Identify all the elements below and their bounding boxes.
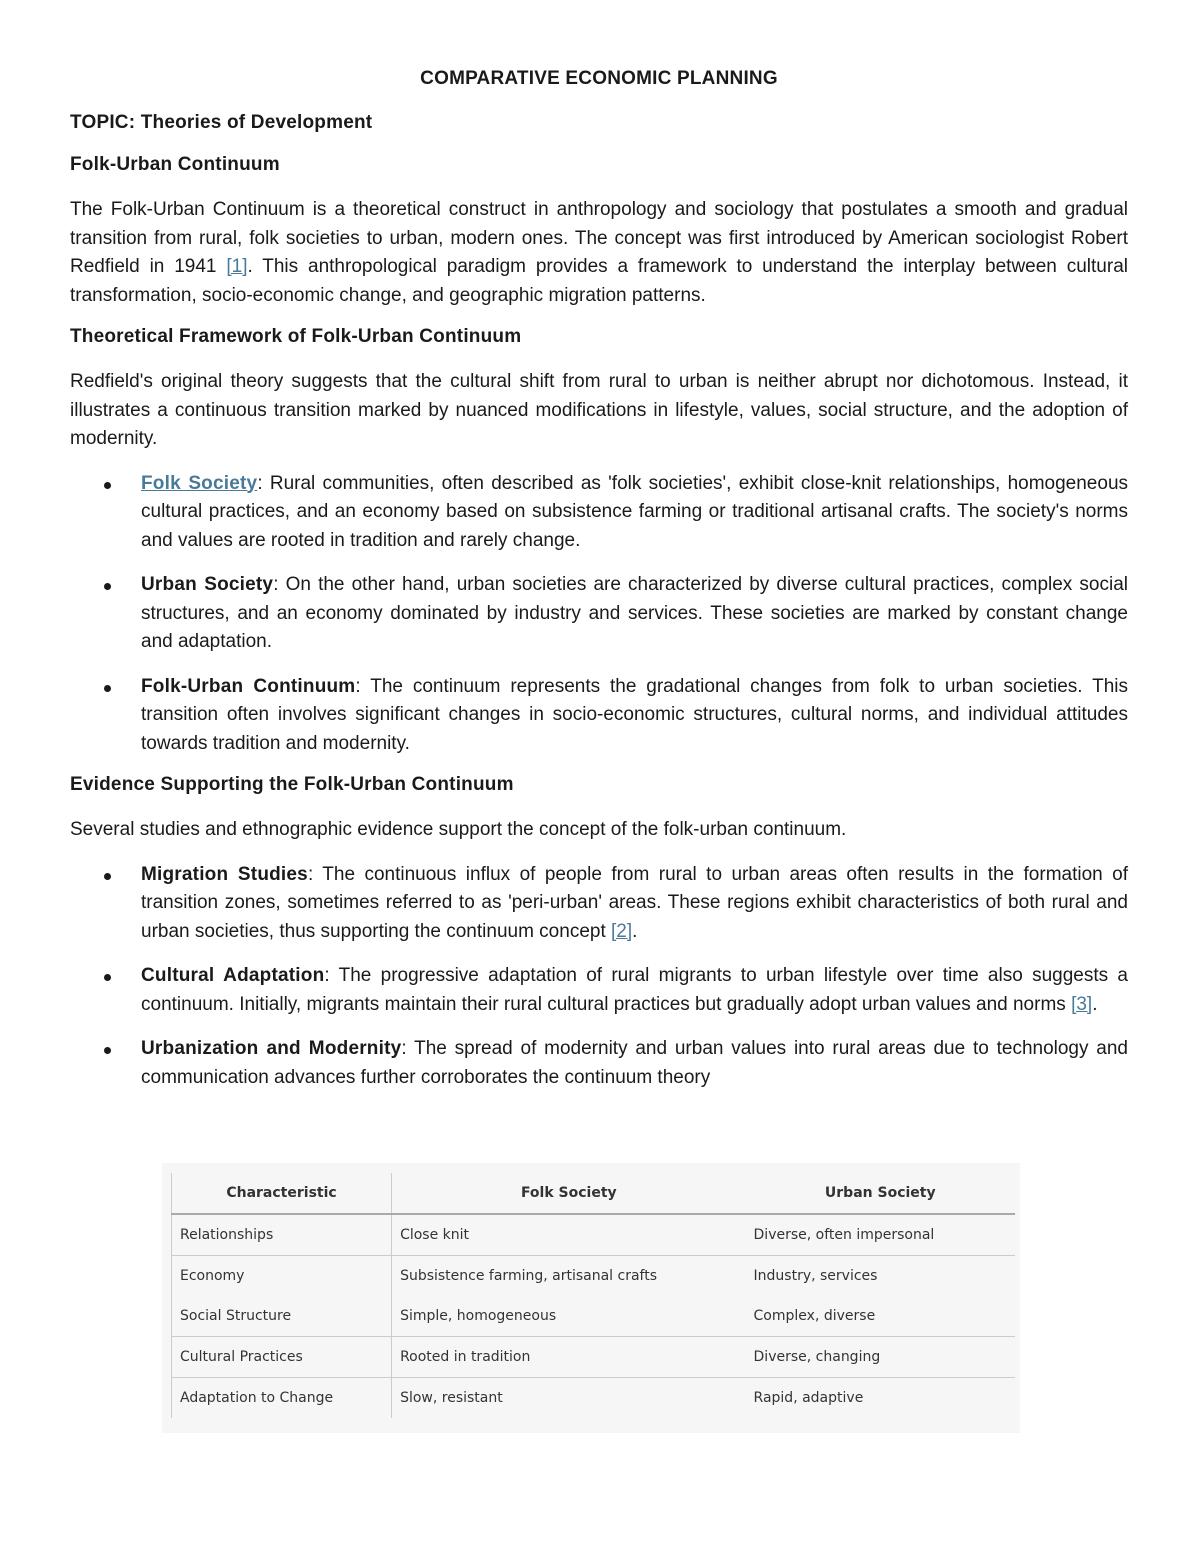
section-heading-folk-urban-continuum: Folk-Urban Continuum xyxy=(70,154,280,175)
bullet-term: Urbanization and Modernity xyxy=(141,1038,402,1059)
bullet-text: : The continuum represents the gradational changes from folk to urban societies. This transition often involves significant changes in socio-economic structures, cultural norms, and individual attitudes towards tradition and modernity. xyxy=(141,675,1128,754)
bullet-term: Cultural Adaptation xyxy=(141,965,325,986)
bullet-icon xyxy=(104,873,111,880)
list-item xyxy=(70,861,1128,947)
folk-society-link[interactable]: Folk Society xyxy=(141,472,258,494)
table-cell: Complex, diverse xyxy=(746,1296,1015,1337)
table-row xyxy=(172,1378,1016,1419)
document-title: COMPARATIVE ECONOMIC PLANNING xyxy=(420,68,778,89)
table-cell: Close knit xyxy=(392,1214,746,1256)
table-row xyxy=(172,1214,1016,1256)
bullet-icon xyxy=(104,974,111,981)
bullet-text: : The progressive adaptation of rural migrants to urban lifestyle over time also suggests a continuum. Initially, migrants maintain their rural cultural practices but gradually adopt urban values and norms xyxy=(141,965,1128,1015)
table-header-row xyxy=(172,1173,1016,1214)
bullet-text: : The spread of modernity and urban values into rural areas due to technology and communication advances further corroborates the continuum theory xyxy=(141,1038,1128,1088)
table-cell: Relationships xyxy=(172,1214,392,1256)
table-row xyxy=(172,1256,1016,1297)
bullet-icon xyxy=(104,482,111,489)
intro-text: The Folk-Urban Continuum is a theoretical construct in anthropology and sociology that postulates a smooth and gradual transition from rural, folk societies to urban, modern ones. The concept was first introduced by American sociologist Robert Redfield in 1941 xyxy=(70,199,1128,277)
evidence-paragraph: Several studies and ethnographic evidence support the concept of the folk-urban continuum. xyxy=(70,819,847,840)
column-header-folk-society: Folk Society xyxy=(392,1173,746,1214)
intro-text-continued: . This anthropological paradigm provides a framework to understand the interplay between cultural transformation, socio-economic change, and geographic migration patterns. xyxy=(70,256,1128,306)
list-item xyxy=(70,571,1128,657)
intro-paragraph xyxy=(70,196,1128,310)
section-heading-theoretical-framework: Theoretical Framework of Folk-Urban Continuum xyxy=(70,326,522,347)
bullet-text: : The continuous influx of people from rural to urban areas often results in the formation of transition zones, sometimes referred to as 'peri-urban' areas. These regions exhibit characteristics of both rural and urban societies, thus supporting the continuum concept xyxy=(141,863,1128,942)
bullet-icon xyxy=(104,685,111,692)
table-cell: Subsistence farming, artisanal crafts xyxy=(400,1268,658,1284)
table-cell: Rooted in tradition xyxy=(392,1337,746,1378)
citation-link[interactable]: [2] xyxy=(611,920,633,942)
bullet-icon xyxy=(104,583,111,590)
citation-link[interactable]: [1] xyxy=(226,256,248,277)
table-cell: Cultural Practices xyxy=(172,1337,392,1378)
framework-paragraph: Redfield's original theory suggests that the cultural shift from rural to urban is neither abrupt nor dichotomous. Instead, it illustrates a continuous transition marked by nuanced modifications in lifestyle, values, social structure, and the adoption of modernity. xyxy=(70,371,1128,449)
bullet-text-end: . xyxy=(632,920,638,942)
bullet-term: Migration Studies xyxy=(141,863,308,885)
bullet-text: : Rural communities, often described as 'folk societies', exhibit close-knit relationships, homogeneous cultural practices, and an economy based on subsistence farming or traditional artisanal crafts. The society's norms and values are rooted in tradition and rarely change. xyxy=(141,472,1129,551)
table-cell: Slow, resistant xyxy=(400,1390,503,1406)
bullet-text-end: . xyxy=(1092,993,1098,1015)
section-heading-evidence: Evidence Supporting the Folk-Urban Continuum xyxy=(70,774,514,795)
document-page xyxy=(70,68,1128,1108)
table-cell: Diverse, often impersonal xyxy=(746,1214,1015,1256)
list-item xyxy=(70,673,1128,759)
bullet-term: Urban Society xyxy=(141,574,274,595)
table-cell: Economy xyxy=(172,1256,392,1297)
bullet-term: Folk-Urban Continuum xyxy=(141,675,356,697)
table-cell: Adaptation to Change xyxy=(172,1378,392,1419)
table-cell: Diverse, changing xyxy=(746,1337,1015,1378)
table-cell: Rapid, adaptive xyxy=(753,1390,864,1406)
bullet-text: : On the other hand, urban societies are characterized by diverse cultural practices, complex social structures, and an economy dominated by industry and services. These societies are marked by constant change and adaptation. xyxy=(141,574,1128,652)
list-item xyxy=(70,470,1128,556)
list-item xyxy=(70,1035,1128,1092)
table-row xyxy=(172,1296,1016,1337)
framework-bullet-list xyxy=(70,470,1128,759)
table-cell: Social Structure xyxy=(172,1296,392,1337)
column-header-urban-society: Urban Society xyxy=(746,1173,1015,1214)
table-row xyxy=(172,1337,1016,1378)
list-item xyxy=(70,962,1128,1019)
table-cell: Industry, services xyxy=(753,1268,878,1284)
citation-link[interactable]: [3] xyxy=(1071,993,1093,1015)
evidence-bullet-list xyxy=(70,861,1128,1093)
comparison-table xyxy=(171,1173,1015,1418)
bullet-icon xyxy=(104,1047,111,1054)
table-cell: Simple, homogeneous xyxy=(392,1296,746,1337)
comparison-table-image xyxy=(162,1163,1020,1433)
column-header-characteristic: Characteristic xyxy=(172,1173,392,1214)
topic-heading: TOPIC: Theories of Development xyxy=(70,112,373,133)
